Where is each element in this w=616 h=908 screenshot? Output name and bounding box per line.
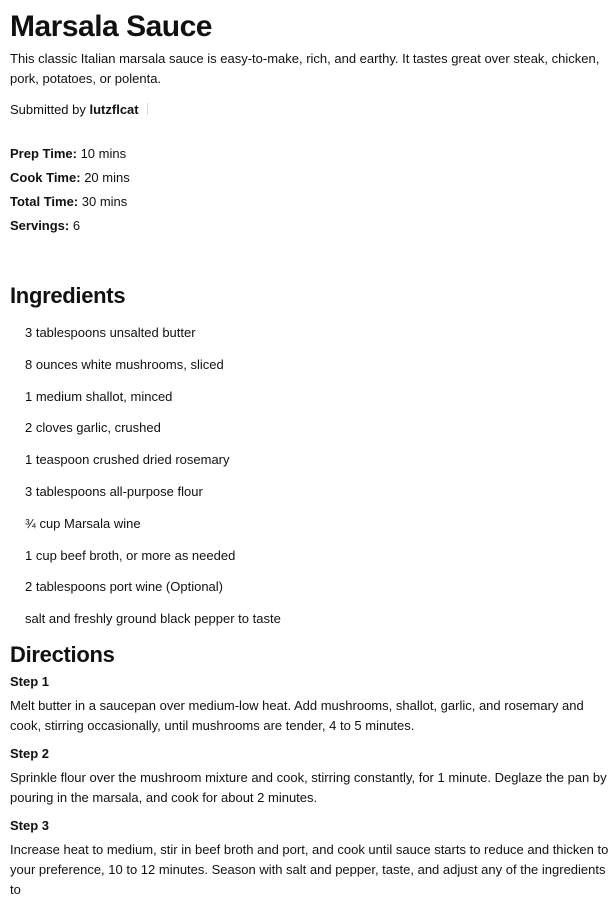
- ingredient-item: salt and freshly ground black pepper to taste: [25, 611, 281, 627]
- meta-value: 20 mins: [84, 170, 130, 185]
- step-1: [10, 672, 610, 736]
- divider: [147, 103, 148, 115]
- step-text: Melt butter in a saucepan over medium-low heat. Add mushrooms, shallot, garlic, and rosemary and cook, stirring occasionally, until mushrooms are tender, 4 to 5 minutes.: [10, 698, 584, 733]
- submitted-prefix: Submitted by: [10, 102, 90, 117]
- ingredients-heading: Ingredients: [10, 283, 126, 308]
- step-title: Step 1: [10, 674, 50, 689]
- recipe-title: Marsala Sauce: [10, 10, 212, 43]
- total-time: [10, 192, 130, 216]
- ingredient-item: 2 tablespoons port wine (Optional): [25, 579, 224, 595]
- meta-value: 30 mins: [81, 194, 128, 209]
- directions-steps: [10, 672, 610, 908]
- ingredient-item: 3 tablespoons all-purpose flour: [25, 483, 203, 499]
- recipe-description: This classic Italian marsala sauce is easy-to-make, rich, and earthy. It tastes great over steak, chicken, pork, potatoes, or polenta.: [10, 51, 600, 86]
- prep-time: [10, 144, 130, 168]
- step-title: Step 2: [10, 746, 50, 761]
- submitted-by: [10, 100, 148, 120]
- meta-value: 10 mins: [80, 146, 127, 161]
- step-text: Increase heat to medium, stir in beef broth and port, and cook until sauce starts to reduce and thicken to your preference, 10 to 12 minutes. Season with salt and pepper, taste, and adjust any of the ingredients to: [10, 842, 609, 897]
- ingredient-item: 8 ounces white mushrooms, sliced: [25, 356, 224, 372]
- ingredient-item: 3 tablespoons unsalted butter: [25, 325, 196, 340]
- step-2: [10, 744, 610, 808]
- servings: [10, 216, 130, 240]
- meta-label: Prep Time:: [10, 146, 77, 161]
- author-name[interactable]: lutzflcat: [89, 102, 139, 117]
- meta-label: Cook Time:: [10, 170, 81, 185]
- ingredient-item: 1 teaspoon crushed dried rosemary: [25, 452, 230, 468]
- step-3: [10, 816, 610, 900]
- meta-value: 6: [72, 218, 81, 233]
- ingredient-list: [25, 323, 281, 641]
- step-title: Step 3: [10, 818, 50, 833]
- meta-label: Servings:: [10, 218, 70, 233]
- directions-heading: Directions: [10, 642, 115, 667]
- meta-label: Total Time:: [10, 194, 79, 209]
- ingredient-item: 1 medium shallot, minced: [25, 388, 173, 404]
- recipe-meta: [10, 144, 130, 240]
- ingredient-item: ¾ cup Marsala wine: [25, 515, 141, 531]
- cook-time: [10, 168, 130, 192]
- ingredient-item: 2 cloves garlic, crushed: [25, 420, 161, 436]
- ingredient-item: 1 cup beef broth, or more as needed: [25, 547, 236, 563]
- step-text: Sprinkle flour over the mushroom mixture and cook, stirring constantly, for 1 minute. Deglaze the pan by pouring in the marsala, and cook for about 2 minutes.: [10, 770, 607, 805]
